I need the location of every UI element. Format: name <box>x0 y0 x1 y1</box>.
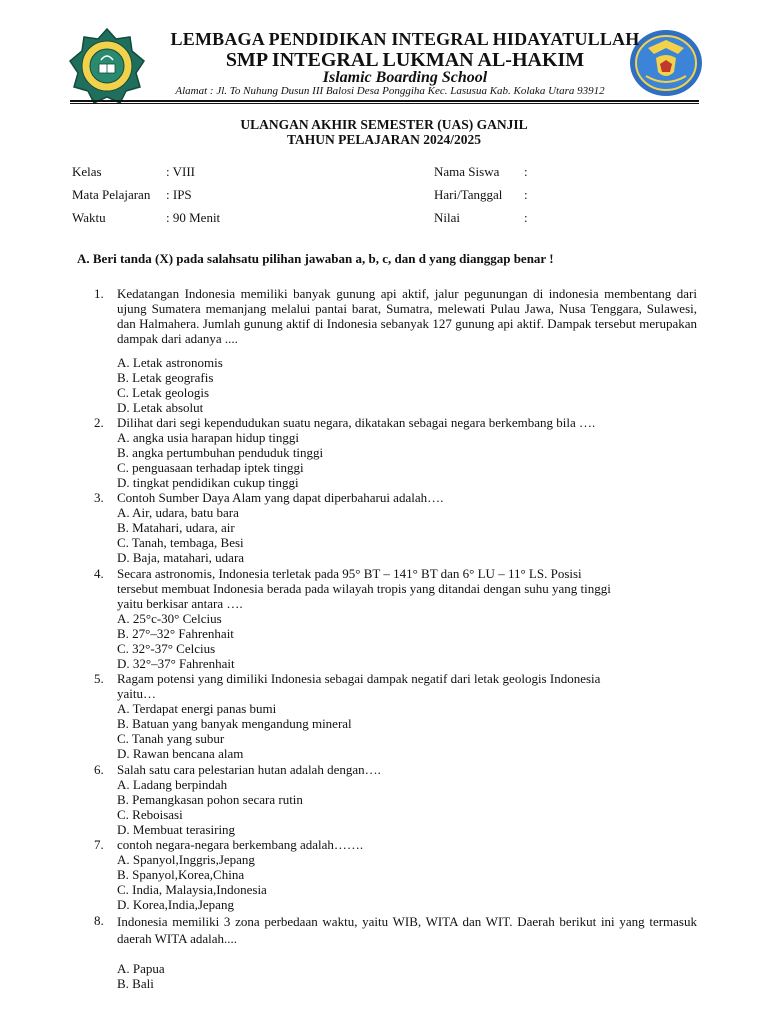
question-text <box>117 671 707 701</box>
nilai-label: Nilai <box>434 210 460 225</box>
question-text: Contoh Sumber Daya Alam yang dapat diperbaharui adalah…. <box>117 490 444 505</box>
option-d: D. Membuat terasiring <box>117 822 236 837</box>
organization-name: LEMBAGA PENDIDIKAN INTEGRAL HIDAYATULLAH <box>170 29 640 49</box>
kelas-value: : VIII <box>166 164 196 179</box>
hari-tanggal-label: Hari/Tanggal <box>434 187 503 202</box>
nilai-colon: : <box>524 210 528 225</box>
hari-tanggal-colon: : <box>524 187 528 202</box>
question-number: 8. <box>94 913 104 928</box>
question-line: Ragam potensi yang dimiliki Indonesia sebagai dampak negatif dari letak geologis Indonesia <box>117 671 601 686</box>
option-d: D. Rawan bencana alam <box>117 746 244 761</box>
question-options <box>117 611 235 671</box>
option-a: A. Letak astronomis <box>117 355 223 370</box>
header-divider-thin <box>70 103 699 104</box>
option-a: A. 25°c-30° Celcius <box>117 611 222 626</box>
question-options <box>117 852 267 912</box>
option-b: B. Batuan yang banyak mengandung mineral <box>117 716 352 731</box>
academic-year: TAHUN PELAJARAN 2024/2025 <box>286 132 481 147</box>
question-options <box>117 430 323 490</box>
question-number: 4. <box>94 566 104 581</box>
option-b: B. Spanyol,Korea,China <box>117 867 245 882</box>
option-d: D. tingkat pendidikan cukup tinggi <box>117 475 299 490</box>
school-address: Alamat : Jl. To Nuhung Dusun III Balosi Desa Ponggiha Kec. Lasusua Kab. Kolaka Utara 93912 <box>175 85 605 97</box>
nama-siswa-label: Nama Siswa <box>434 164 500 179</box>
waktu-value: : 90 Menit <box>166 210 221 225</box>
question-line: yaitu berkisar antara …. <box>117 596 243 611</box>
question-text: Kedatangan Indonesia memiliki banyak gunung api aktif, jalur pegunungan di indonesia membentang dari ujung Sumatera memanjang melalui pantai barat, Sumatra, melewati Pulau Jawa, Nusa Tenggara, Sulawesi, dan Halmahera. Jumlah gunung aktif di Indonesia sebanyak 127 gunung api aktif. Dampak tersebut merupakan dampak dari adanya .... <box>117 286 697 346</box>
option-a: A. Air, udara, batu bara <box>117 505 239 520</box>
question-line: tersebut membuat Indonesia berada pada wilayah tropis yang ditandai dengan suhu yang tinggi <box>117 581 611 596</box>
option-b: B. 27°–32° Fahrenhait <box>117 626 234 641</box>
option-b: B. Bali <box>117 976 154 991</box>
question-text: contoh negara-negara berkembang adalah……. <box>117 837 364 852</box>
instruction-text: A. Beri tanda (X) pada salahsatu pilihan jawaban a, b, c, dan d yang dianggap benar ! <box>77 251 554 266</box>
exam-title: ULANGAN AKHIR SEMESTER (UAS) GANJIL <box>240 117 528 132</box>
nama-siswa-colon: : <box>524 164 528 179</box>
option-a: A. Spanyol,Inggris,Jepang <box>117 852 255 867</box>
question-text <box>117 566 707 611</box>
question-options <box>117 505 244 565</box>
question-options <box>117 701 352 761</box>
option-a: A. angka usia harapan hidup tinggi <box>117 430 299 445</box>
option-c: C. Tanah yang subur <box>117 731 225 746</box>
option-b: B. Letak geografis <box>117 370 214 385</box>
option-c: C. 32°-37° Celcius <box>117 641 216 656</box>
question-number: 6. <box>94 762 104 777</box>
option-c: C. Tanah, tembaga, Besi <box>117 535 244 550</box>
option-d: D. 32°–37° Fahrenhait <box>117 656 235 671</box>
mapel-value: : IPS <box>166 187 192 202</box>
option-c: C. Reboisasi <box>117 807 183 822</box>
question-text: Dilihat dari segi kependudukan suatu negara, dikatakan sebagai negara berkembang bila …. <box>117 415 596 430</box>
option-d: D. Korea,India,Jepang <box>117 897 234 912</box>
option-c: C. India, Malaysia,Indonesia <box>117 882 267 897</box>
question-line: yaitu… <box>117 686 156 701</box>
question-options <box>117 355 223 415</box>
option-a: A. Terdapat energi panas bumi <box>117 701 277 716</box>
option-b: B. Pemangkasan pohon secara rutin <box>117 792 303 807</box>
question-number: 1. <box>94 286 104 301</box>
kelas-label: Kelas <box>72 164 102 179</box>
header-divider-thick <box>70 100 699 102</box>
option-a: A. Papua <box>117 961 165 976</box>
question-line: Secara astronomis, Indonesia terletak pada 95° BT – 141° BT dan 6° LU – 11° LS. Posisi <box>117 566 582 581</box>
option-c: C. Letak geologis <box>117 385 210 400</box>
question-text: Salah satu cara pelestarian hutan adalah dengan…. <box>117 762 381 777</box>
question-number: 7. <box>94 837 104 852</box>
question-number: 2. <box>94 415 104 430</box>
mapel-label: Mata Pelajaran <box>72 187 151 202</box>
school-subtitle: Islamic Boarding School <box>322 69 488 86</box>
option-c: C. penguasaan terhadap iptek tinggi <box>117 460 304 475</box>
option-b: B. Matahari, udara, air <box>117 520 235 535</box>
waktu-label: Waktu <box>72 210 106 225</box>
question-options <box>117 961 165 991</box>
school-name: SMP INTEGRAL LUKMAN AL-HAKIM <box>225 49 585 71</box>
option-d: D. Letak absolut <box>117 400 204 415</box>
question-options <box>117 777 303 837</box>
question-number: 3. <box>94 490 104 505</box>
question-number: 5. <box>94 671 104 686</box>
option-d: D. Baja, matahari, udara <box>117 550 245 565</box>
option-b: B. angka pertumbuhan penduduk tinggi <box>117 445 324 460</box>
option-a: A. Ladang berpindah <box>117 777 228 792</box>
question-text: Indonesia memiliki 3 zona perbedaan waktu, yaitu WIB, WITA dan WIT. Daerah berikut ini yang termasuk daerah WITA adalah.... <box>117 914 697 946</box>
